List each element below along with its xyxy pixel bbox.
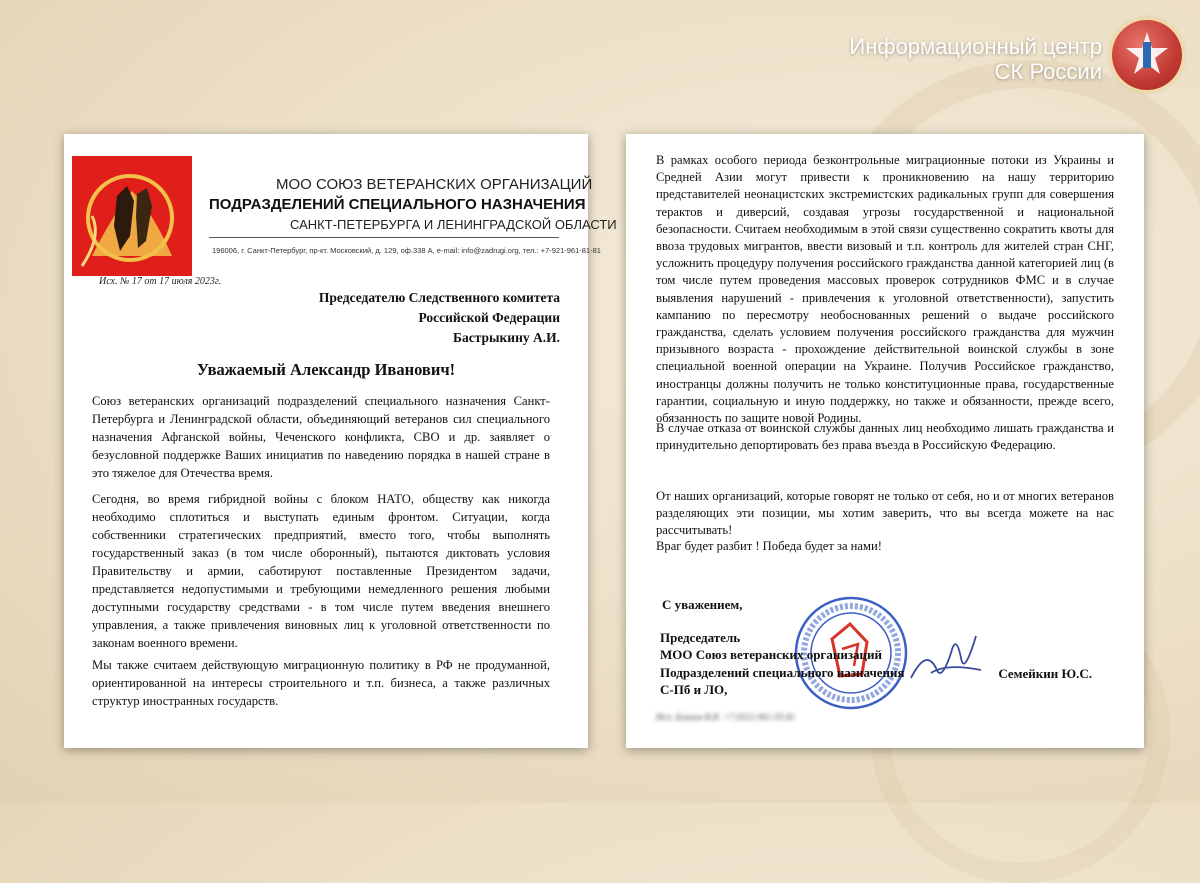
letterhead-line-3: САНКТ-ПЕТЕРБУРГА И ЛЕНИНГРАДСКОЙ ОБЛАСТИ [290,217,617,232]
left-paragraph-3: Мы также считаем действующую миграционную политику в РФ не продуманной, ориентированной на интересы строительного и т.п. бизнеса, а также различных структур иностранных государств. [92,658,550,708]
letterhead-line-1: МОО СОЮЗ ВЕТЕРАНСКИХ ОРГАНИЗАЦИЙ [276,176,593,193]
letterhead-divider [209,237,559,238]
letter-page-2 [626,134,1144,748]
addressee-line-2: Российской Федерации [418,310,560,325]
right-paragraph-1: В рамках особого периода безконтрольные миграционные потоки из Украины и Средней Азии могут привести к проникновению на нашу территорию представителей неонацистских экстремистских радикальных групп для совершения терактов и диверсий, создавая угрозы государственной и национальной безопасности. Считаем необходимым в этой связи существенно сократить квоты для ввоза трудовых мигрантов, ввести визовый и т.п. контроль для жителей стран СНГ, усложнить процедуру получения российского гражданства данной категорией лиц (в том числе путем проведения массовых проверок сотрудников ФМС и в случае выявления нарушений - привлечения к уголовной ответственности), запустить кампанию по пересмотру необоснованных решений о выдаче российского гражданства, сделать условием получения российского гражданства для мужчин призывного возраста - прохождение действительной воинской службы в зоне специальной военной операции на Украине. Получив Российское гражданство, иностранцы должны получить не только конституционные права, государственные гарантии, социальную и иную поддержку, но также и обязанности, прежде всего, обязанность по защите новой Родины. [656,153,1114,426]
signature-line-1: Председатель [660,629,741,645]
watermark-caption [849,34,1102,84]
watermark-line-1: Информационный центр [849,34,1102,59]
signature-line-3: Подразделений специального назначения [660,664,905,680]
right-paragraph-4: Враг будет разбит ! Победа будет за нами! [656,539,882,553]
right-paragraph-2: В случае отказа от воинской службы данных лиц необходимо лишать гражданства и принудительно депортировать без права въезда в Российскую Федерацию. [656,421,1114,453]
left-paragraph-1: Союз ветеранских организаций подразделений специального назначения Санкт-Петербурга и Ленинградской области, объединяющий ветеранов сил специального назначения Афганской войны, Чеченского конфликта, СВО и др. заявляет о безусловной поддержке Ваших инициатив по наведению порядка в нашей стране в это тяжелое для Отечества время. [92,394,550,480]
investigative-committee-emblem-icon [1112,20,1182,90]
addressee-line-1: Председателю Следственного комитета [318,290,560,305]
watermark-line-2: СК России [994,59,1102,84]
letterhead-address: 196006, г. Санкт-Петербург, пр-кт. Московский, д. 129, оф.338 А, e-mail: info@zadrugi.org, тел.: +7-921-961-81-81 [212,246,601,255]
letter-page-1 [64,134,617,748]
greeting: Уважаемый Александр Иванович! [196,360,456,379]
handwritten-signature-icon [906,628,986,688]
regards-line: С уважением, [662,597,743,612]
right-paragraph-3: От наших организаций, которые говорят не только от себя, но и от многих ветеранов разделяющих эти позиции, мы хотим заверить, что вы всегда можете на нас рассчитывать! [656,489,1114,538]
signature-line-4: С-Пб и ЛО, [660,682,728,697]
signature-block [660,596,905,699]
signer-name: Семейкин Ю.С. [998,666,1092,681]
letterhead-line-2: ПОДРАЗДЕЛЕНИЙ СПЕЦИАЛЬНОГО НАЗНАЧЕНИЯ [209,196,586,213]
signature-line-2: МОО Союз ветеранских организаций [660,647,883,662]
addressee-line-3: Бастрыкину А.И. [453,330,560,345]
blurred-footer: Исп. Блинов В.И. +7 (921) 961-55-81 [656,712,796,722]
left-paragraph-2: Сегодня, во время гибридной войны с блоком НАТО, обществу как никогда необходимо сплотиться и выступать единым фронтом. Ситуации, когда собственники стратегических предприятий, вместо того, чтобы выполнять государственный заказ (в том числе оборонный), пытаются диктовать условия Правительству и армии, саботируют поставленные Президентом задачи, представляется недопустимыми и требующими немедленного решения любыми доступными государству средствами - в том числе путем введения внешнего управления, а также привлечения виновных лиц к уголовной ответственности по законам военного времени. [92,492,550,650]
organization-logo-icon [72,156,192,276]
addressee-block [319,288,560,348]
outgoing-number: Исх. № 17 от 17 июля 2023г. [99,276,222,287]
